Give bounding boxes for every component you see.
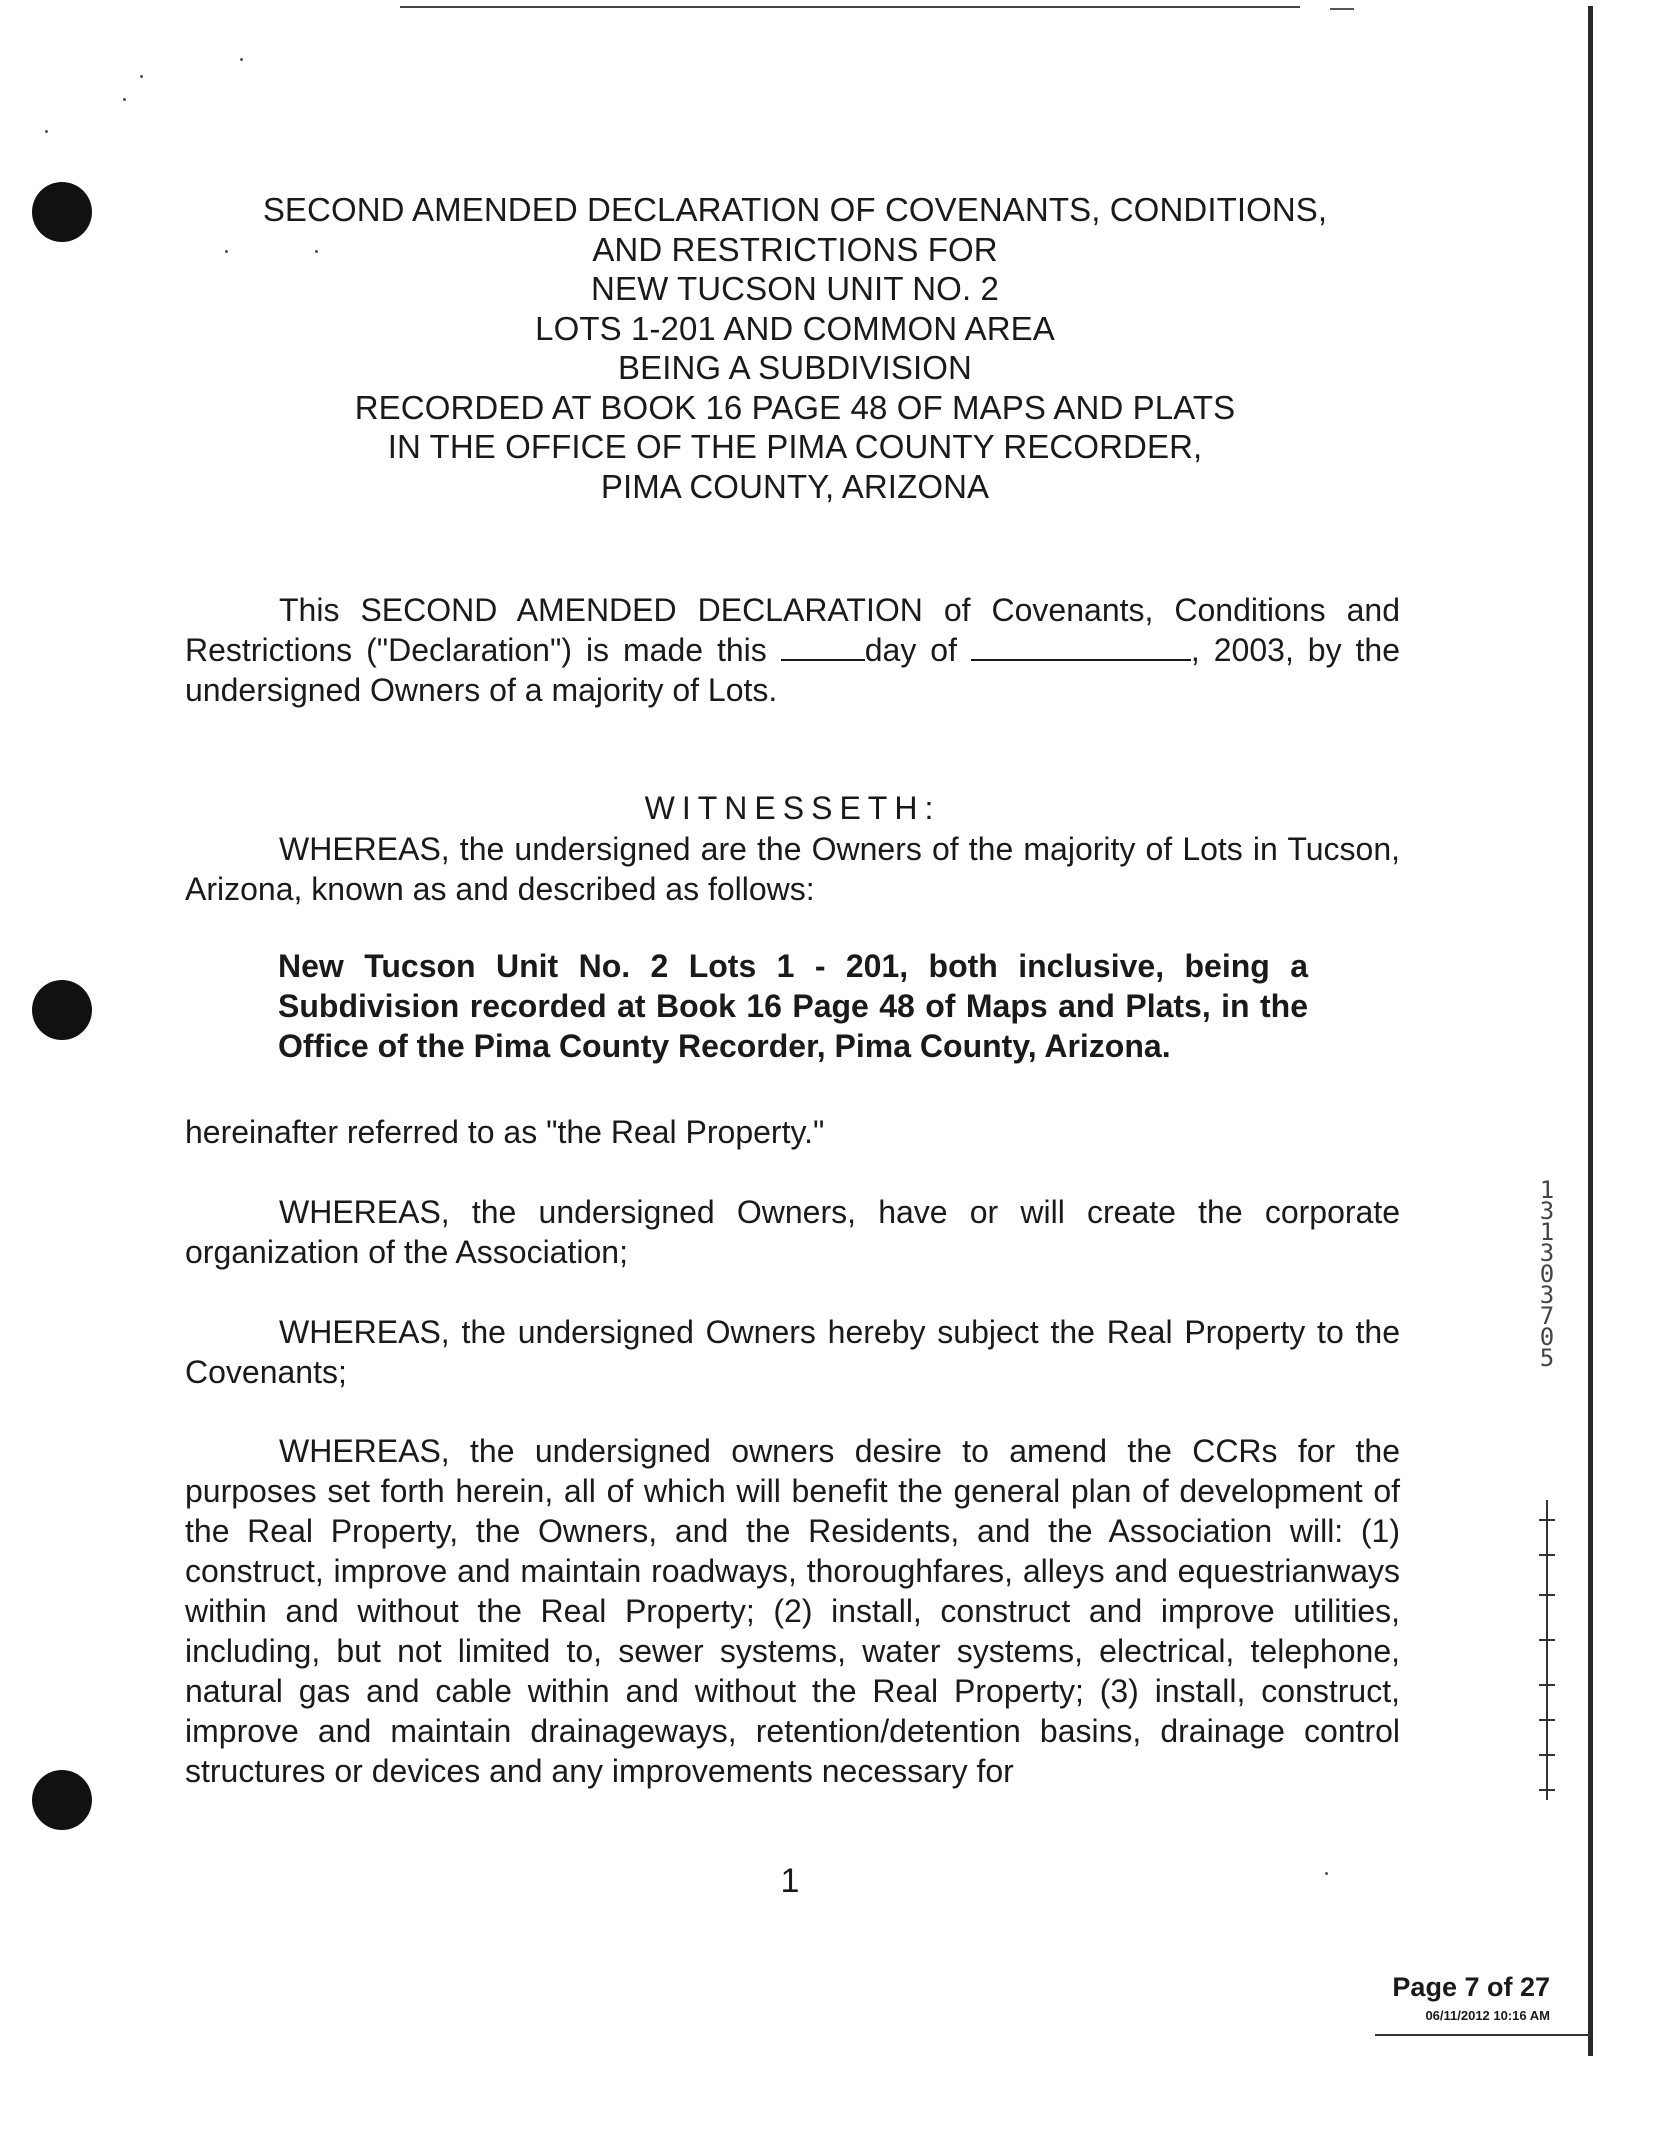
intro-text-1: This SECOND AMENDED DECLARATION of Covenants, Conditions and Restrictions ("Declaration") is made this — [185, 592, 1400, 668]
title-line: AND RESTRICTIONS FOR — [592, 230, 998, 268]
title-line: LOTS 1-201 AND COMMON AREA — [535, 309, 1055, 347]
punch-hole-middle — [32, 980, 92, 1040]
footer-timestamp: 06/11/2012 10:16 AM — [1425, 2008, 1550, 2023]
scan-speck — [123, 98, 126, 101]
whereas-association-text: WHEREAS, the undersigned Owners, have or will create the corporate organization of the Association; — [185, 1194, 1400, 1270]
whereas-owners-paragraph — [185, 829, 1400, 909]
margin-tick-ruler — [1535, 1500, 1559, 1800]
footer-page-count: Page 7 of 27 — [1392, 1972, 1550, 2002]
title-line: BEING A SUBDIVISION — [617, 349, 972, 386]
title-line: SECOND AMENDED DECLARATION OF COVENANTS, CONDITIONS, — [262, 191, 1328, 228]
title-line: NEW TUCSON UNIT NO. 2 — [591, 270, 999, 307]
month-blank — [971, 633, 1191, 661]
whereas-covenants-text: WHEREAS, the undersigned Owners hereby subject the Real Property to the Covenants; — [185, 1314, 1400, 1390]
punch-hole-bottom — [32, 1770, 92, 1830]
hereinafter-text: hereinafter referred to as "the Real Property." — [185, 1114, 825, 1150]
scan-speck — [45, 130, 48, 133]
whereas-covenants-paragraph — [185, 1312, 1400, 1392]
document-title — [200, 190, 1390, 506]
scan-speck — [1325, 1872, 1328, 1875]
day-blank — [781, 633, 865, 661]
title-line: PIMA COUNTY, ARIZONA — [600, 467, 990, 505]
page-number: 1 — [780, 1862, 800, 1900]
witnesseth-heading: WITNESSETH: — [644, 790, 941, 826]
legal-description: New Tucson Unit No. 2 Lots 1 - 201, both inclusive, being a Subdivision recorded at Book 16 Page 48 of Maps and Plats, in the Office of the Pima County Recorder, Pima County, Arizona. — [278, 948, 1308, 1064]
scan-bottom-rule — [1375, 2034, 1591, 2036]
intro-paragraph — [185, 590, 1400, 710]
whereas-owners-text: WHEREAS, the undersigned are the Owners of the majority of Lots in Tucson, Arizona, known as and described as follows: — [185, 831, 1400, 907]
whereas-amend-paragraph — [185, 1431, 1400, 1791]
whereas-association-paragraph — [185, 1192, 1400, 1272]
intro-text-3: , 2003, by the undersigned Owners of a majority of Lots. — [185, 632, 1401, 708]
scan-top-rule — [400, 6, 1300, 8]
scan-speck — [240, 58, 243, 61]
punch-hole-top — [32, 182, 92, 242]
margin-recording-stamp: 1 3 1 3 0 3 7 0 5 — [1539, 1176, 1555, 1372]
scan-top-rule-mark — [1330, 8, 1354, 10]
intro-text-2: day of — [864, 632, 971, 668]
scan-speck — [140, 75, 143, 78]
scan-right-border — [1588, 6, 1593, 2056]
whereas-amend-text: WHEREAS, the undersigned owners desire to amend the CCRs for the purposes set forth herein, all of which will benefit the general plan of development of the Real Property, the Owners, and the Residents, and the Association will: (1) construct, improve and maintain roadways, thoroughfares, alleys and equestrianways within and without the Real Property; (2) install, construct and improve utilities, including, but not limited to, sewer systems, water systems, electrical, telephone, natural gas and cable within and without the Real Property; (3) install, construct, improve and maintain drainageways, retention/detention basins, drainage control structures or devices and any improvements necessary for — [185, 1433, 1400, 1789]
hereinafter-paragraph — [185, 1112, 1400, 1152]
title-line: IN THE OFFICE OF THE PIMA COUNTY RECORDER, — [387, 428, 1203, 465]
title-line: RECORDED AT BOOK 16 PAGE 48 OF MAPS AND PLATS — [354, 388, 1236, 426]
